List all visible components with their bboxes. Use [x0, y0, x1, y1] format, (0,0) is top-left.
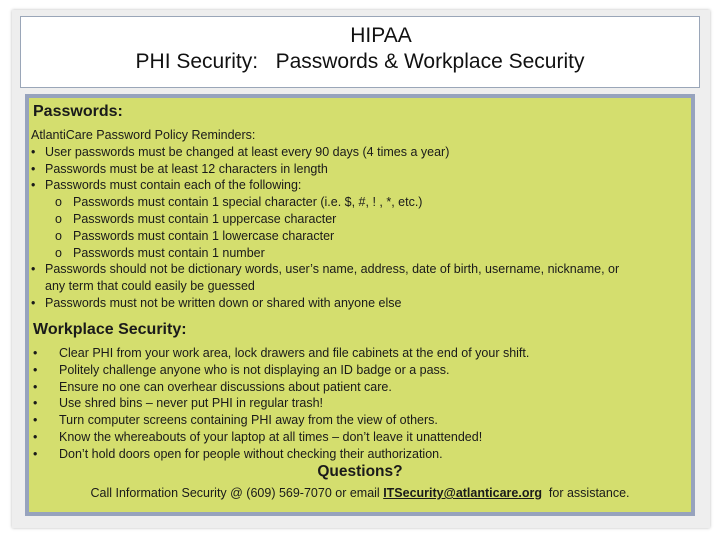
workplace-heading: Workplace Security:: [33, 321, 187, 338]
password-rule-item: • Passwords should not be dictionary words, user’s name, address, date of birth, username, nickname, or: [31, 262, 620, 277]
sub-bullet-icon: o: [55, 228, 62, 243]
bullet-icon: •: [31, 296, 36, 310]
password-subrule-item: o Passwords must contain 1 special character (i.e. $, #, ! , *, etc.): [55, 195, 423, 210]
passwords-heading: Passwords:: [33, 103, 123, 120]
sub-bullet-icon: o: [55, 212, 62, 226]
bullet-icon: •: [31, 262, 36, 277]
password-rule-item: • Passwords must be at least 12 characters in length: [31, 161, 328, 176]
content-panel: Passwords: AtlantiCare Password Policy Reminders: • User passwords must be changed at least every 90 days (4 times a year) • Passwords must be at least 12 characters in length • Passwords must contain each of the following: o Passwords must contain 1 special character (i.e. $, #, ! , *, etc.) o Passwords must contain 1 uppercase character o Passwords must contain 1 lowercase character o Passwords must contain 1 number • Passwords should not be dictionary words, user’s name, address, date of birth, username, nickname, or any term that could easily be guessed • Passwords must not be written down or shared with anyone else Workplace Security: • Clear PHI from your work area, lock drawers and file cabinets at the end of your shift. • Politely challenge anyone who is not displaying an ID badge or a pass. • Ensure no one can overhear discussions about patient care. • Use shred bins – never put PHI in regular trash! • Turn computer screens containing PHI away from the view of others. • Know the whereabouts of your laptop at all times – don’t leave it unattended! • Don’t hold doors open for people without checking their authorization. Questions? Call Information Security @ (609) 569-7070 or email ITSecurity@atlanticare.org for assistance.: [25, 94, 695, 516]
passwords-intro: AtlantiCare Password Policy Reminders:: [31, 128, 256, 142]
contact-line: [29, 484, 691, 502]
password-rule-continuation: any term that could easily be guessed: [45, 279, 255, 294]
bullet-icon: •: [33, 346, 38, 360]
title-box: [20, 16, 700, 88]
password-subrule-item: o Passwords must contain 1 number: [55, 245, 265, 260]
password-subrule-item: o Passwords must contain 1 lowercase character: [55, 228, 335, 243]
password-rule-item: • Passwords must contain each of the following:: [31, 178, 302, 193]
sub-bullet-icon: o: [55, 195, 62, 210]
sub-bullet-icon: o: [55, 245, 62, 260]
bullet-icon: •: [33, 446, 38, 461]
bullet-icon: •: [31, 161, 36, 176]
bullet-icon: •: [31, 178, 36, 193]
password-rule-item: • User passwords must be changed at least every 90 days (4 times a year): [31, 144, 450, 159]
bullet-icon: •: [33, 362, 38, 377]
bullet-icon: •: [33, 396, 38, 411]
bullet-icon: •: [31, 144, 36, 159]
bullet-icon: •: [33, 379, 38, 394]
page-subtitle: PHI Security: Passwords & Workplace Security: [135, 50, 585, 73]
contact-text: Call Information Security @ (609) 569-7070 or email: [90, 486, 384, 500]
bullet-icon: •: [33, 430, 38, 444]
page-title: HIPAA: [350, 24, 412, 47]
password-subrule-item: o Passwords must contain 1 uppercase character: [55, 212, 337, 226]
questions-heading: Questions?: [317, 463, 403, 480]
email-link[interactable]: ITSecurity@atlanticare.org: [383, 486, 542, 500]
contact-text-end: for assistance.: [541, 486, 630, 500]
bullet-icon: •: [33, 413, 38, 428]
password-rule-item: • Passwords must not be written down or shared with anyone else: [31, 296, 402, 310]
